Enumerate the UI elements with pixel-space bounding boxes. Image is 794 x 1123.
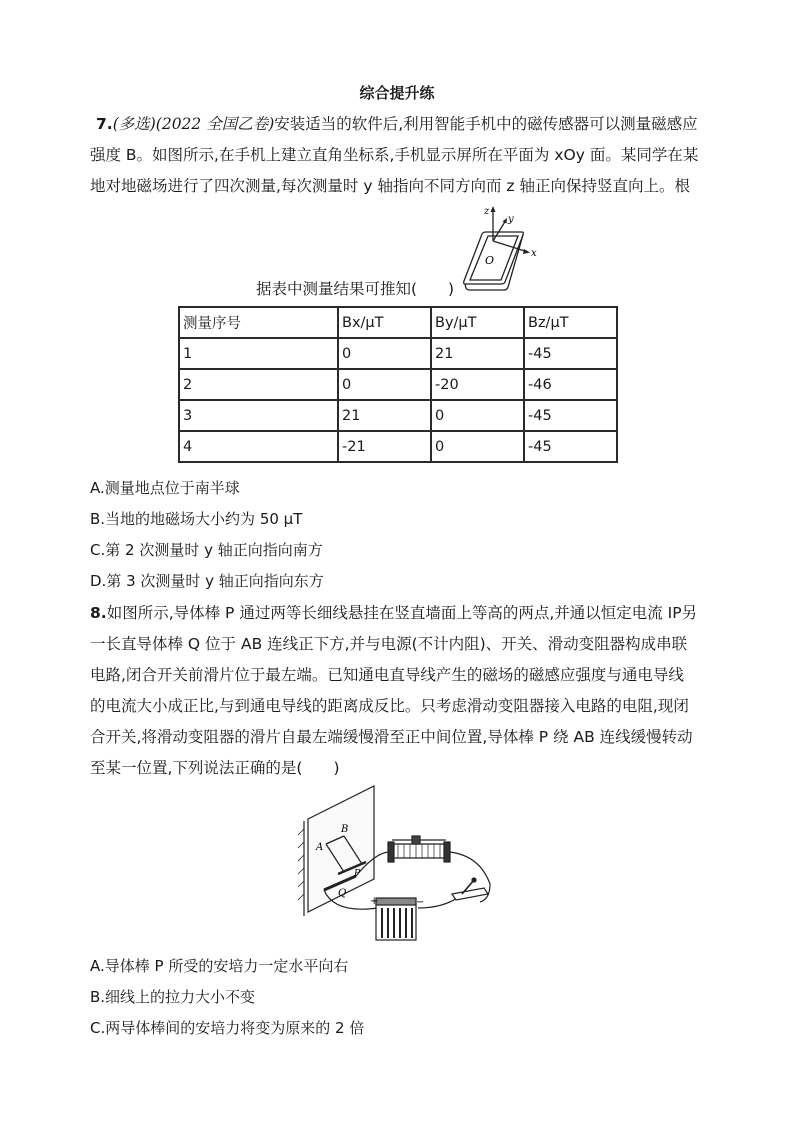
header-index: 测量序号 [179, 307, 338, 338]
q7-option-b: B.当地的地磁场大小约为 50 μT [90, 510, 303, 528]
q7-line4: 据表中测量结果可推知( ) [256, 280, 455, 298]
battery-minus-label: − [416, 897, 425, 908]
table-cell: 4 [179, 431, 338, 462]
header-bz: Bz/μT [524, 307, 617, 338]
battery-plus-label: + [370, 896, 379, 907]
circuit-figure [294, 784, 504, 949]
table-cell: -20 [431, 369, 524, 400]
q7-line3: 地对地磁场进行了四次测量,每次测量时 y 轴指向不同方向而 z 轴正向保持竖直向上。根 [90, 177, 690, 195]
q7-option-c: C.第 2 次测量时 y 轴正向指向南方 [90, 541, 323, 559]
table-row [179, 400, 617, 431]
q7-text1: 安装适当的软件后,利用智能手机中的磁传感器可以测量磁感应 [274, 115, 698, 133]
q8-number: 8. [90, 604, 107, 622]
q7-line2: 强度 B。如图所示,在手机上建立直角坐标系,手机显示屏所在平面为 xOy 面。某同学在某 [90, 146, 699, 164]
table-row [179, 338, 617, 369]
label-p: P [354, 869, 361, 879]
q7-note: (多选)(2022 全国乙卷) [112, 115, 275, 133]
q8-line4: 的电流大小成正比,与到通电导线的距离成反比。只考虑滑动变阻器接入电路的电阻,现闭 [90, 697, 689, 715]
q7-option-a: A.测量地点位于南半球 [90, 479, 240, 497]
header-bx: Bx/μT [338, 307, 431, 338]
q8-line2: 一长直导体棒 Q 位于 AB 连线正下方,并与电源(不计内阻)、开关、滑动变阻器构成串联 [90, 635, 688, 653]
measurement-table [178, 306, 618, 463]
q8-line1 [90, 603, 697, 623]
q8-line6: 至某一位置,下列说法正确的是( ) [90, 759, 340, 777]
x-axis-label: x [531, 248, 537, 259]
q8-line3: 电路,闭合开关前滑片位于最左端。已知通电直导线产生的磁场的磁感应强度与通电导线 [90, 666, 684, 684]
table-header-row [179, 307, 617, 338]
table-cell: -45 [524, 431, 617, 462]
q8-option-c: C.两导体棒间的安培力将变为原来的 2 倍 [90, 1019, 365, 1037]
table-row [179, 369, 617, 400]
table-cell: 21 [431, 338, 524, 369]
table-cell: 21 [338, 400, 431, 431]
z-axis-label: z [484, 206, 490, 217]
table-cell: 0 [431, 400, 524, 431]
phone-coordinate-figure [448, 204, 548, 294]
table-row [179, 431, 617, 462]
table-cell: -46 [524, 369, 617, 400]
q7-option-d: D.第 3 次测量时 y 轴正向指向东方 [90, 572, 324, 590]
q8-option-b: B.细线上的拉力大小不变 [90, 988, 256, 1006]
y-axis-label: y [508, 214, 514, 225]
q8-text1: 如图所示,导体棒 P 通过两等长细线悬挂在竖直墙面上等高的两点,并通以恒定电流 IP另 [106, 604, 698, 622]
table-cell: 3 [179, 400, 338, 431]
table-cell: -45 [524, 400, 617, 431]
q7-number: 7. [96, 115, 113, 133]
origin-label: O [485, 254, 495, 267]
table-cell: 2 [179, 369, 338, 400]
label-a: A [316, 842, 324, 853]
table-cell: -45 [524, 338, 617, 369]
section-title: 综合提升练 [359, 84, 435, 102]
table-cell: 0 [338, 369, 431, 400]
label-b: B [341, 824, 349, 835]
table-cell: 1 [179, 338, 338, 369]
table-cell: -21 [338, 431, 431, 462]
table-cell: 0 [431, 431, 524, 462]
q8-line5: 合开关,将滑动变阻器的滑片自最左端缓慢滑至正中间位置,导体棒 P 绕 AB 连线缓慢转动 [90, 728, 693, 746]
q7-line1 [96, 114, 698, 134]
header-by: By/μT [431, 307, 524, 338]
label-q: Q [338, 888, 347, 899]
table-cell: 0 [338, 338, 431, 369]
q8-option-a: A.导体棒 P 所受的安培力一定水平向右 [90, 957, 349, 975]
